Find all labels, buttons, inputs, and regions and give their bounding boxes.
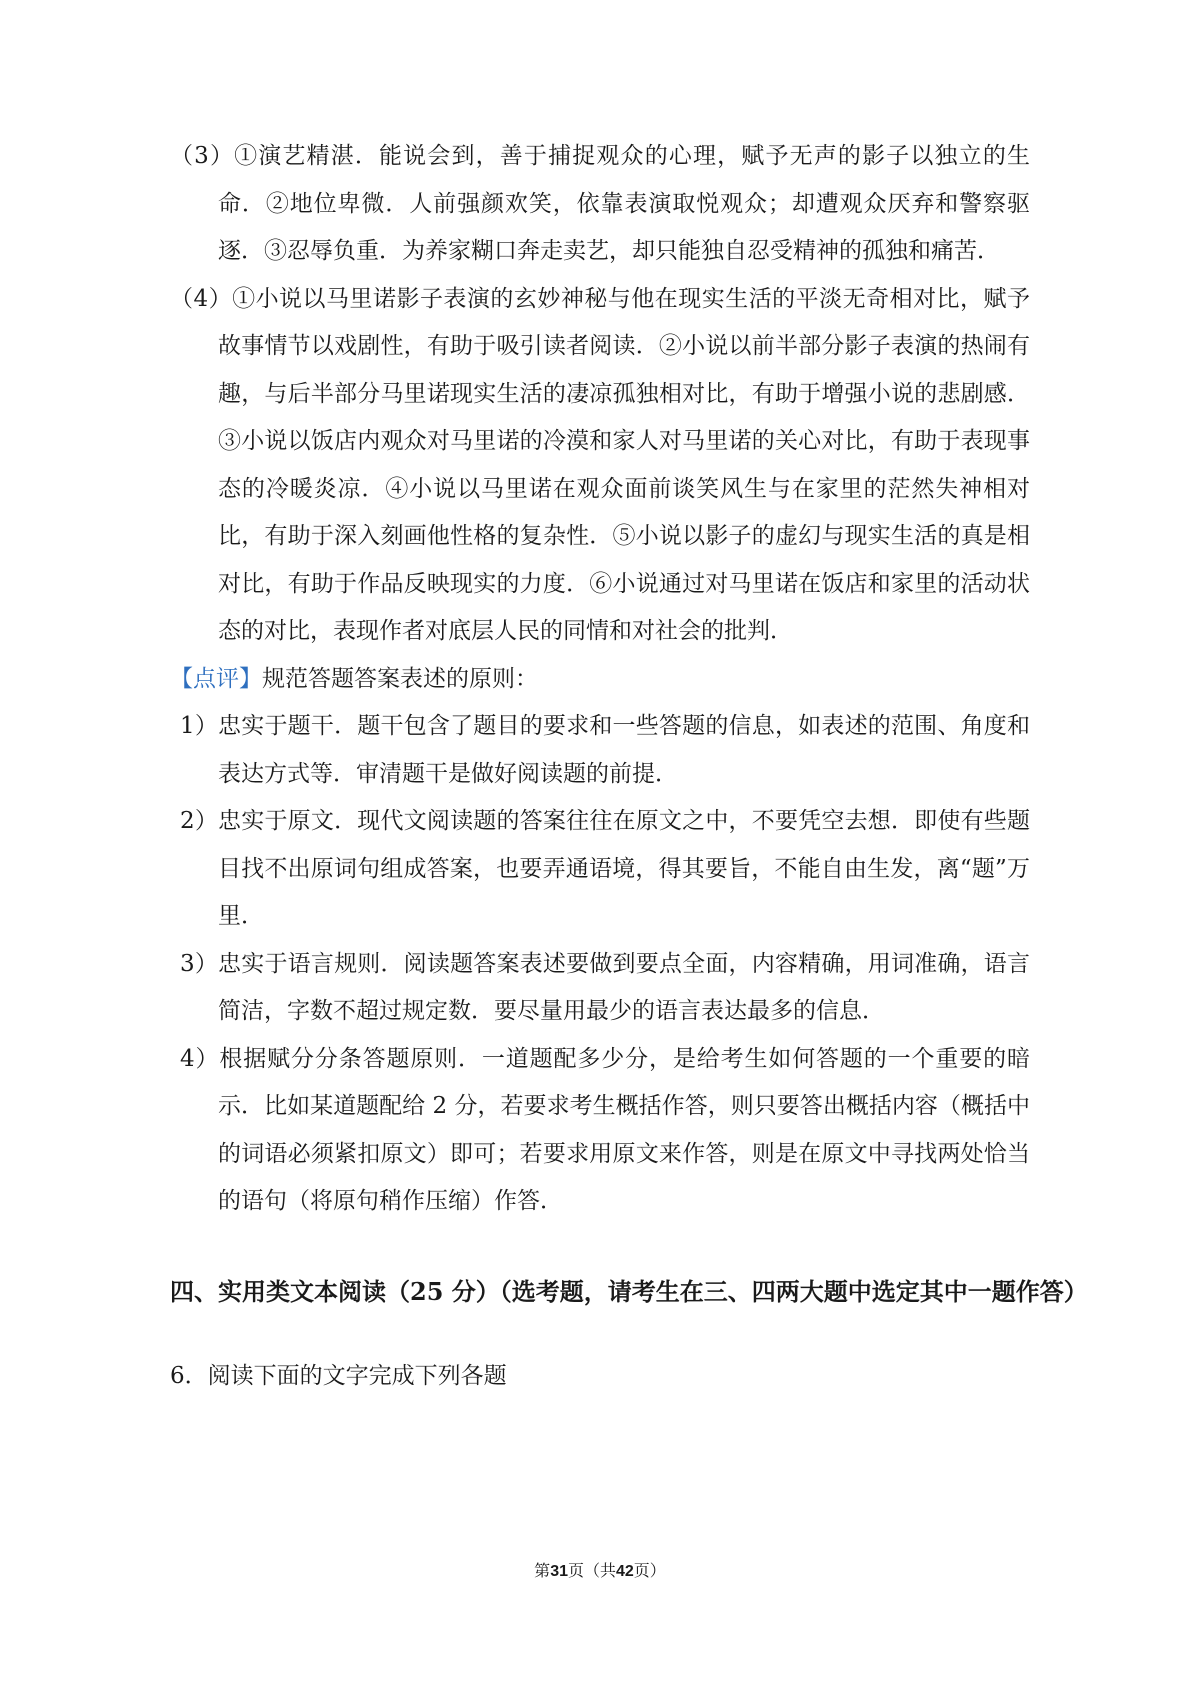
principle-1 <box>170 703 1030 798</box>
section-heading: 四、实用类文本阅读（25 分）（选考题，请考生在三、四两大题中选定其中一题作答） <box>170 1277 1088 1306</box>
principle-4-label: 4） <box>180 1045 220 1072</box>
comment-line <box>170 656 1030 704</box>
comment-text: 规范答题答案表述的原则： <box>262 665 538 692</box>
question-number: 6． <box>170 1363 208 1389</box>
answer-4-label: （4） <box>170 285 233 312</box>
principle-1-text: 忠实于题干．题干包含了题目的要求和一些答题的信息，如表述的范围、角度和表达方式等．审清题干是做好阅读题的前提． <box>218 713 1030 787</box>
principle-1-label: 1） <box>180 713 219 739</box>
question-text: 阅读下面的文字完成下列各题 <box>207 1363 507 1389</box>
footer-total-pages: 42 <box>616 1563 634 1580</box>
answer-3-text: ①演艺精湛．能说会到，善于捕捉观众的心理，赋予无声的影子以独立的生命．②地位卑微．人前强颜欢笑，依靠表演取悦观众；却遭观众厌弃和警察驱逐．③忍辱负重．为养家糊口奔走卖艺，却只能独自忍受精神的孤独和痛苦． <box>218 143 1030 264</box>
footer-suffix: 页） <box>633 1561 666 1580</box>
footer-middle: 页（共 <box>567 1561 616 1580</box>
answer-4-text: ①小说以马里诺影子表演的玄妙神秘与他在现实生活的平淡无奇相对比，赋予故事情节以戏剧性，有助于吸引读者阅读．②小说以前半部分影子表演的热闹有趣，与后半部分马里诺现实生活的凄凉孤独相对比，有助于增强小说的悲剧感．③小说以饭店内观众对马里诺的冷漠和家人对马里诺的关心对比，有助于表现事态的冷暖炎凉．④小说以马里诺在观众面前谈笑风生与在家里的茫然失神相对比，有助于深入刻画他性格的复杂性．⑤小说以影子的虚幻与现实生活的真是相对比，有助于作品反映现实的力度．⑥小说通过对马里诺在饭店和家里的活动状态的对比，表现作者对底层人民的同情和对社会的批判． <box>218 285 1031 644</box>
answer-3-label: （3） <box>170 143 235 169</box>
principle-3-label: 3） <box>180 950 219 977</box>
principle-4-text: 根据赋分分条答题原则．一道题配多少分，是给考生如何答题的一个重要的暗示．比如某道题配给 2 分，若要求考生概括作答，则只要答出概括内容（概括中的词语必须紧扣原文）即可；若要求用原文来作答，则是在原文中寻找两处恰当的语句（将原句稍作压缩）作答． <box>218 1045 1030 1214</box>
footer-page-number: 31 <box>550 1563 568 1580</box>
principle-4 <box>170 1036 1030 1226</box>
principle-2 <box>170 798 1030 941</box>
answer-block <box>170 133 1030 1226</box>
answer-4 <box>170 276 1030 656</box>
principle-2-label: 2） <box>180 808 219 834</box>
principle-3-text: 忠实于语言规则．阅读题答案表述要做到要点全面，内容精确，用词准确，语言简洁，字数不超过规定数．要尽量用最少的语言表达最多的信息． <box>218 950 1030 1024</box>
principle-3 <box>170 941 1030 1036</box>
principle-2-text: 忠实于原文．现代文阅读题的答案往往在原文之中，不要凭空去想．即使有些题目找不出原词句组成答案，也要弄通语境，得其要旨，不能自由生发，离“题”万里． <box>218 808 1030 929</box>
footer-prefix: 第 <box>534 1561 551 1580</box>
answer-3 <box>170 133 1030 276</box>
question-6 <box>170 1353 1030 1401</box>
comment-tag: 【点评】 <box>170 665 262 692</box>
page-footer <box>0 1558 1200 1581</box>
